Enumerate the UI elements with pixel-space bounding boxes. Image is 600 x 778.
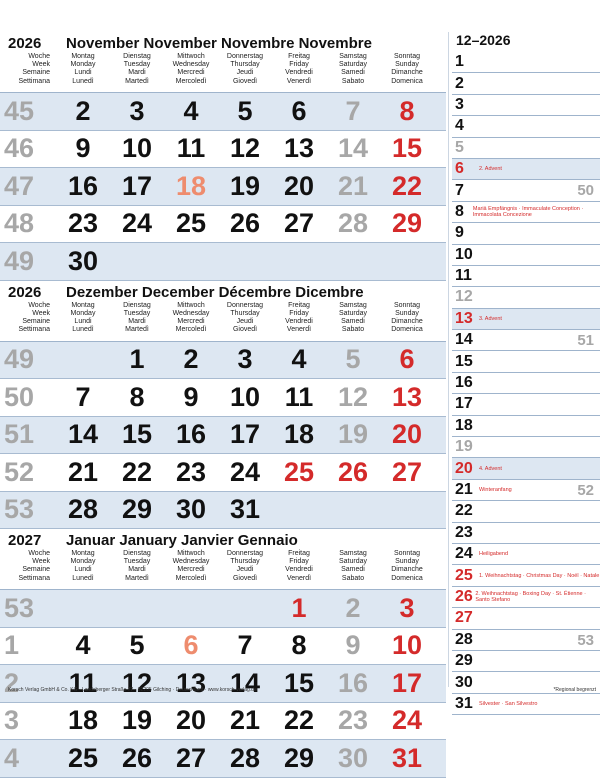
week-row bbox=[0, 703, 446, 741]
day-cell: 25 bbox=[283, 456, 315, 487]
month-name: Dezember December Décembre Dicembre bbox=[66, 283, 364, 301]
day-cell: 30 bbox=[175, 494, 207, 525]
day-cell: 18 bbox=[283, 419, 315, 450]
week-row bbox=[0, 131, 446, 169]
week-number: 2 bbox=[4, 667, 20, 698]
day-name: Dienstag Tuesday Mardi Martedì bbox=[123, 53, 151, 85]
side-day: 31 bbox=[455, 694, 473, 712]
week-row bbox=[0, 206, 446, 244]
side-day: 6 bbox=[455, 160, 464, 178]
side-note: 2. Weihnachtstag · Boxing Day · St. Étienne · Santo Stefano bbox=[475, 590, 586, 603]
day-cell: 23 bbox=[175, 456, 207, 487]
day-cell: 27 bbox=[175, 742, 207, 773]
side-day: 5 bbox=[455, 138, 464, 156]
side-row bbox=[452, 52, 600, 73]
month-header bbox=[0, 529, 446, 549]
day-cell: 7 bbox=[345, 95, 361, 126]
side-week: 51 bbox=[577, 332, 594, 350]
side-note: Mariä Empfängnis · Immaculate Conception · Immacolata Concezione bbox=[472, 205, 584, 218]
side-day: 14 bbox=[455, 331, 473, 349]
side-row bbox=[452, 223, 600, 244]
side-day: 19 bbox=[455, 438, 473, 456]
week-row bbox=[0, 740, 446, 778]
side-row bbox=[452, 651, 600, 672]
week-row bbox=[0, 342, 446, 380]
side-day: 3 bbox=[455, 95, 464, 113]
day-cell: 26 bbox=[337, 456, 369, 487]
week-row bbox=[0, 243, 446, 281]
day-cell: 25 bbox=[175, 208, 207, 239]
week-row bbox=[0, 417, 446, 455]
footer: Korsch Verlag GmbH & Co. KG · Landsberger Straße 77 · 82205 Gilching · Deutschland · www.korsch-verlag.de bbox=[8, 687, 257, 693]
week-number: 46 bbox=[4, 133, 35, 164]
side-day: 27 bbox=[455, 609, 473, 627]
day-name: Donnerstag Thursday Jeudi Giovedì bbox=[226, 550, 264, 582]
week-number: 49 bbox=[4, 344, 35, 375]
day-cell: 23 bbox=[337, 705, 369, 736]
side-day: 11 bbox=[455, 267, 472, 285]
side-row bbox=[452, 351, 600, 372]
day-name: Sonntag Sunday Dimanche Domenica bbox=[391, 550, 423, 582]
month-year: 2026 bbox=[8, 35, 42, 52]
day-name: Freitag Friday Vendredi Venerdì bbox=[285, 550, 313, 582]
month-year: 2027 bbox=[8, 532, 42, 549]
side-row bbox=[452, 544, 600, 565]
side-day: 22 bbox=[455, 502, 473, 520]
month-block bbox=[0, 281, 446, 530]
side-week: 52 bbox=[577, 481, 594, 499]
month-block bbox=[0, 32, 446, 281]
week-row bbox=[0, 379, 446, 417]
side-row bbox=[452, 565, 600, 586]
side-row bbox=[452, 159, 600, 180]
side-day: 9 bbox=[455, 224, 464, 242]
calendar-grid bbox=[0, 32, 446, 778]
day-cell: 17 bbox=[121, 170, 153, 201]
side-day: 26 bbox=[455, 587, 473, 605]
week-row bbox=[0, 590, 446, 628]
day-name: Sonntag Sunday Dimanche Domenica bbox=[391, 53, 423, 85]
week-row bbox=[0, 454, 446, 492]
day-cell: 8 bbox=[129, 381, 145, 412]
day-cell: 7 bbox=[75, 381, 91, 412]
side-day: 17 bbox=[455, 395, 473, 413]
side-note: 2. Advent bbox=[479, 166, 502, 173]
side-row bbox=[452, 309, 600, 330]
week-label: Woche Week Semaine Settimana bbox=[18, 53, 50, 85]
day-cell: 20 bbox=[283, 170, 315, 201]
day-name: Sonntag Sunday Dimanche Domenica bbox=[391, 301, 423, 334]
side-week: 53 bbox=[577, 631, 594, 649]
day-cell: 18 bbox=[175, 170, 207, 201]
day-cell: 26 bbox=[229, 208, 261, 239]
day-cell: 20 bbox=[391, 419, 423, 450]
side-day: 10 bbox=[455, 245, 473, 263]
day-cell: 7 bbox=[237, 630, 253, 661]
week-number: 4 bbox=[4, 742, 20, 773]
day-names bbox=[0, 549, 446, 590]
day-cell: 9 bbox=[75, 133, 91, 164]
side-day: 28 bbox=[455, 630, 473, 648]
side-day: 30 bbox=[455, 673, 473, 691]
side-note: 1. Weihnachtstag · Christmas Day · Noël · Natale bbox=[479, 572, 600, 579]
side-row bbox=[452, 694, 600, 715]
side-row bbox=[452, 180, 600, 201]
side-row bbox=[452, 501, 600, 522]
side-row bbox=[452, 437, 600, 458]
side-day: 16 bbox=[455, 374, 473, 392]
side-row bbox=[452, 416, 600, 437]
side-week: 50 bbox=[577, 182, 594, 200]
day-cell: 16 bbox=[175, 419, 207, 450]
day-cell: 31 bbox=[391, 742, 423, 773]
week-number: 3 bbox=[4, 705, 20, 736]
week-row bbox=[0, 168, 446, 206]
side-row bbox=[452, 73, 600, 94]
day-cell: 6 bbox=[291, 95, 307, 126]
month-header bbox=[0, 281, 446, 301]
day-cell: 14 bbox=[229, 667, 261, 698]
day-cell: 28 bbox=[337, 208, 369, 239]
day-cell: 8 bbox=[291, 630, 307, 661]
week-number: 49 bbox=[4, 245, 35, 276]
week-number: 47 bbox=[4, 170, 35, 201]
day-cell: 29 bbox=[121, 494, 153, 525]
day-cell: 22 bbox=[391, 170, 423, 201]
day-cell: 25 bbox=[67, 742, 99, 773]
week-row bbox=[0, 628, 446, 666]
day-cell: 13 bbox=[175, 667, 207, 698]
day-cell: 15 bbox=[283, 667, 315, 698]
week-number: 1 bbox=[4, 630, 20, 661]
day-name: Dienstag Tuesday Mardi Martedì bbox=[123, 301, 151, 334]
day-cell: 9 bbox=[183, 381, 199, 412]
side-note: 3. Advent bbox=[479, 315, 502, 322]
day-cell: 13 bbox=[283, 133, 315, 164]
day-name: Samstag Saturday Samedi Sabato bbox=[338, 301, 368, 334]
day-cell: 24 bbox=[229, 456, 261, 487]
day-cell: 23 bbox=[67, 208, 99, 239]
day-cell: 12 bbox=[337, 381, 369, 412]
week-number: 53 bbox=[4, 592, 35, 623]
day-cell: 31 bbox=[229, 494, 261, 525]
day-cell: 29 bbox=[391, 208, 423, 239]
side-title: 12–2026 bbox=[456, 32, 511, 48]
day-cell: 15 bbox=[121, 419, 153, 450]
day-cell: 6 bbox=[399, 344, 415, 375]
footer-note: *Regional begrenzt bbox=[553, 687, 596, 693]
day-cell: 21 bbox=[67, 456, 99, 487]
day-cell: 1 bbox=[129, 344, 145, 375]
side-row bbox=[452, 458, 600, 479]
week-row bbox=[0, 665, 446, 703]
side-day: 18 bbox=[455, 416, 473, 434]
day-name: Freitag Friday Vendredi Venerdì bbox=[285, 301, 313, 334]
day-cell: 8 bbox=[399, 95, 415, 126]
day-cell: 17 bbox=[229, 419, 261, 450]
side-day: 29 bbox=[455, 652, 473, 670]
day-cell: 5 bbox=[237, 95, 253, 126]
day-cell: 2 bbox=[75, 95, 91, 126]
day-cell: 30 bbox=[337, 742, 369, 773]
day-name: Samstag Saturday Samedi Sabato bbox=[338, 53, 368, 85]
day-cell: 2 bbox=[345, 592, 361, 623]
day-cell: 20 bbox=[175, 705, 207, 736]
day-cell: 2 bbox=[183, 344, 199, 375]
side-row bbox=[452, 373, 600, 394]
day-cell: 24 bbox=[391, 705, 423, 736]
day-name: Mittwoch Wednesday Mercredi Mercoledì bbox=[172, 53, 210, 85]
day-cell: 12 bbox=[229, 133, 261, 164]
side-day: 7 bbox=[455, 181, 464, 199]
side-day: 20 bbox=[455, 459, 473, 477]
side-day: 24 bbox=[455, 545, 473, 563]
side-row bbox=[452, 95, 600, 116]
day-cell: 3 bbox=[399, 592, 415, 623]
day-name: Montag Monday Lundi Lunedì bbox=[70, 53, 96, 85]
day-cell: 22 bbox=[121, 456, 153, 487]
month-header bbox=[0, 32, 446, 52]
day-name: Freitag Friday Vendredi Venerdì bbox=[285, 53, 313, 85]
day-cell: 5 bbox=[345, 344, 361, 375]
side-row bbox=[452, 202, 600, 223]
day-cell: 3 bbox=[237, 344, 253, 375]
day-cell: 5 bbox=[129, 630, 145, 661]
day-cell: 13 bbox=[391, 381, 423, 412]
day-cell: 21 bbox=[337, 170, 369, 201]
day-cell: 22 bbox=[283, 705, 315, 736]
day-cell: 1 bbox=[291, 592, 307, 623]
day-cell: 6 bbox=[183, 630, 199, 661]
day-cell: 3 bbox=[129, 95, 145, 126]
day-cell: 27 bbox=[391, 456, 423, 487]
divider bbox=[448, 32, 449, 687]
day-cell: 4 bbox=[75, 630, 91, 661]
side-note: Silvester · San Silvestro bbox=[479, 700, 538, 707]
week-number: 50 bbox=[4, 381, 35, 412]
week-label: Woche Week Semaine Settimana bbox=[18, 301, 50, 334]
week-label: Woche Week Semaine Settimana bbox=[18, 550, 50, 582]
day-names bbox=[0, 52, 446, 93]
day-cell: 10 bbox=[121, 133, 153, 164]
day-cell: 14 bbox=[337, 133, 369, 164]
month-name: November November Novembre Novembre bbox=[66, 35, 372, 52]
day-cell: 19 bbox=[121, 705, 153, 736]
day-cell: 14 bbox=[67, 419, 99, 450]
side-row bbox=[452, 245, 600, 266]
day-cell: 17 bbox=[391, 667, 423, 698]
side-column bbox=[452, 32, 600, 715]
side-day: 12 bbox=[455, 288, 473, 306]
month-year: 2026 bbox=[8, 283, 42, 301]
day-cell: 28 bbox=[67, 494, 99, 525]
side-day: 21 bbox=[455, 481, 473, 498]
side-row bbox=[452, 523, 600, 544]
month-block bbox=[0, 529, 446, 778]
day-cell: 24 bbox=[121, 208, 153, 239]
side-day: 25 bbox=[455, 566, 473, 584]
side-row bbox=[452, 630, 600, 651]
side-day: 2 bbox=[455, 74, 464, 92]
day-cell: 29 bbox=[283, 742, 315, 773]
side-row bbox=[452, 587, 600, 608]
day-cell: 28 bbox=[229, 742, 261, 773]
day-name: Montag Monday Lundi Lunedì bbox=[70, 550, 96, 582]
day-cell: 30 bbox=[67, 245, 99, 276]
month-name: Januar January Janvier Gennaio bbox=[66, 532, 298, 549]
side-row bbox=[452, 266, 600, 287]
week-number: 52 bbox=[4, 456, 35, 487]
day-cell: 15 bbox=[391, 133, 423, 164]
side-day: 15 bbox=[455, 352, 473, 370]
side-row bbox=[452, 608, 600, 629]
day-cell: 21 bbox=[229, 705, 261, 736]
day-name: Donnerstag Thursday Jeudi Giovedì bbox=[226, 53, 264, 85]
day-name: Montag Monday Lundi Lunedì bbox=[70, 301, 96, 334]
day-cell: 11 bbox=[176, 133, 206, 164]
day-cell: 9 bbox=[345, 630, 361, 661]
day-name: Donnerstag Thursday Jeudi Giovedì bbox=[226, 301, 264, 334]
side-note: Winteranfang bbox=[479, 487, 512, 493]
day-cell: 11 bbox=[68, 667, 98, 698]
side-day: 1 bbox=[455, 53, 464, 71]
side-row bbox=[452, 330, 600, 351]
day-cell: 16 bbox=[337, 667, 369, 698]
side-row bbox=[452, 287, 600, 308]
day-cell: 11 bbox=[284, 381, 314, 412]
week-row bbox=[0, 492, 446, 530]
side-row bbox=[452, 116, 600, 137]
side-note: 4. Advent bbox=[479, 465, 502, 472]
side-note: Heiligabend bbox=[479, 551, 509, 558]
day-name: Mittwoch Wednesday Mercredi Mercoledì bbox=[172, 550, 210, 582]
day-name: Mittwoch Wednesday Mercredi Mercoledì bbox=[172, 301, 210, 334]
side-row bbox=[452, 394, 600, 415]
side-day: 4 bbox=[455, 117, 464, 135]
week-number: 53 bbox=[4, 494, 35, 525]
side-day: 23 bbox=[455, 523, 473, 541]
day-cell: 19 bbox=[337, 419, 369, 450]
week-number: 51 bbox=[4, 419, 35, 450]
day-cell: 19 bbox=[229, 170, 261, 201]
day-cell: 16 bbox=[67, 170, 99, 201]
week-number: 48 bbox=[4, 208, 35, 239]
day-cell: 10 bbox=[229, 381, 261, 412]
week-row bbox=[0, 93, 446, 131]
day-name: Samstag Saturday Samedi Sabato bbox=[338, 550, 368, 582]
day-cell: 4 bbox=[183, 95, 199, 126]
side-day: 8 bbox=[455, 202, 464, 220]
side-day: 13 bbox=[455, 309, 473, 327]
side-row bbox=[452, 138, 600, 159]
day-cell: 10 bbox=[391, 630, 423, 661]
day-name: Dienstag Tuesday Mardi Martedì bbox=[123, 550, 151, 582]
day-names bbox=[0, 301, 446, 342]
day-cell: 26 bbox=[121, 742, 153, 773]
week-number: 45 bbox=[4, 95, 35, 126]
day-cell: 18 bbox=[67, 705, 99, 736]
day-cell: 12 bbox=[121, 667, 153, 698]
day-cell: 27 bbox=[283, 208, 315, 239]
side-row bbox=[452, 480, 600, 501]
day-cell: 4 bbox=[291, 344, 307, 375]
